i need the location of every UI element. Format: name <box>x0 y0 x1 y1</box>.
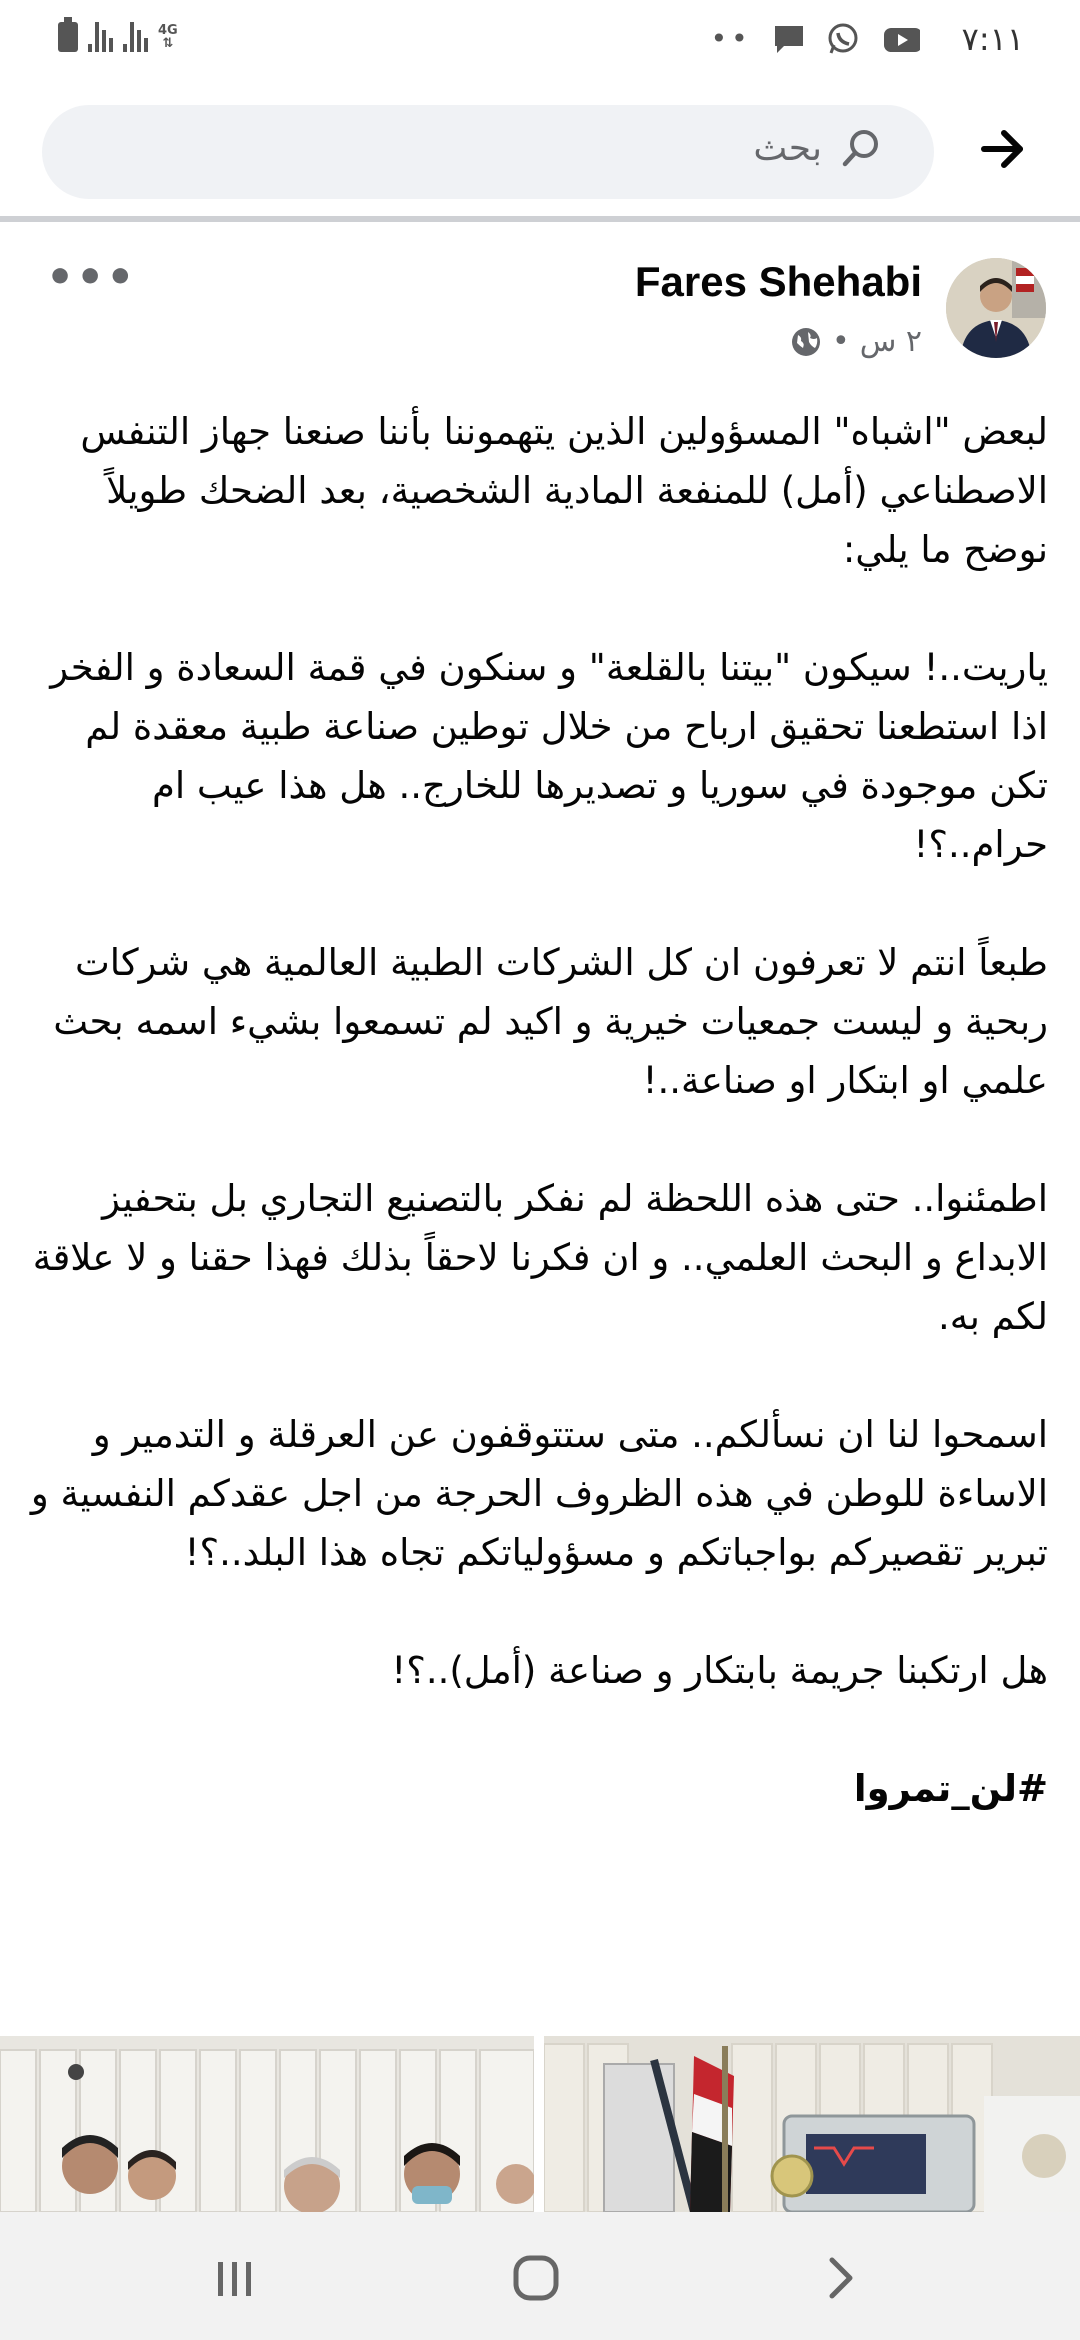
search-input[interactable] <box>42 105 934 199</box>
network-label: 4G <box>158 23 178 38</box>
post-paragraph-4: اطمئنوا.. حتى هذه اللحظة لم نفكر بالتصنيع التجاري بل بتحفيز الابداع و البحث العلمي.. و ان فكرنا لاحقاً بذلك فهذا حقنا و لا علاقة لكم به. <box>32 1177 1048 1338</box>
status-left <box>58 22 178 52</box>
signal-icon <box>88 22 113 52</box>
post-meta <box>790 324 922 359</box>
system-nav-bar <box>0 2212 1080 2340</box>
post-time[interactable]: ٢ س <box>859 324 922 359</box>
message-icon <box>772 22 806 56</box>
more-options-button[interactable]: ••• <box>46 252 137 303</box>
back-nav-icon[interactable] <box>810 2248 870 2308</box>
avatar[interactable] <box>946 258 1046 358</box>
photo-meeting-image <box>0 2036 534 2212</box>
meta-separator: • <box>832 324 850 359</box>
post-photos <box>0 2036 1080 2212</box>
post-paragraph-6: هل ارتكبنا جريمة بابتكار و صناعة (أمل)..؟! <box>391 1649 1048 1692</box>
photo-ventilator-image <box>544 2036 1080 2212</box>
post-paragraph-1: لبعض "اشباه" المسؤولين الذين يتهموننا بأننا صنعنا جهاز التنفس الاصطناعي (أمل) للمنفعة المادية الشخصية، بعد الضحك طويلاً نوضح ما يلي: <box>80 410 1048 571</box>
post-paragraph-3: طبعاً انتم لا تعرفون ان كل الشركات الطبية العالمية هي شركات ربحية و ليست جمعيات خيرية و اكيد لم تسمعوا بشيء اسمه بحث علمي او ابتكار او صناعة..! <box>53 941 1048 1102</box>
youtube-icon <box>880 22 920 56</box>
avatar-image <box>946 258 1046 358</box>
status-bar <box>0 0 1080 84</box>
search-placeholder: بحث <box>753 127 822 169</box>
post-paragraph-2: ياريت..! سيكون "بيتنا بالقلعة" و سنكون في قمة السعادة و الفخر اذا استطعنا تحقيق ارباح من خلال توطين صناعة طبية معقدة لم تكن موجودة في سوريا و تصديرها للخارج.. هل هذا عيب ام حرام..؟! <box>50 646 1048 866</box>
network-indicator: 4G ⇅ <box>158 23 178 51</box>
search-header <box>0 84 1080 222</box>
search-icon <box>840 127 882 169</box>
clock: ٧:١١ <box>961 20 1024 58</box>
home-icon[interactable] <box>506 2248 566 2308</box>
status-right <box>711 20 1024 58</box>
globe-icon <box>790 326 822 358</box>
whatsapp-icon <box>826 22 860 56</box>
battery-icon <box>58 22 78 52</box>
post-hashtag[interactable]: #لن_تمروا <box>853 1767 1048 1810</box>
search-inner <box>753 127 882 169</box>
recent-apps-icon[interactable] <box>204 2248 264 2308</box>
post-body <box>28 402 1048 1877</box>
overflow-notifications: •• <box>710 22 752 55</box>
post-author[interactable]: Fares Shehabi <box>634 258 922 305</box>
post-paragraph-5: اسمحوا لنا ان نسألكم.. متى ستتوقفون عن العرقلة و التدمير و الاساءة للوطن في هذه الظروف الحرجة من اجل عقدكم النفسية و تبرير تقصيركم بواجباتكم و مسؤولياتكم تجاه هذا البلد..؟! <box>30 1413 1048 1574</box>
signal-icon-2 <box>123 22 148 52</box>
back-arrow-icon[interactable] <box>978 124 1028 174</box>
post-photo-left[interactable] <box>0 2036 534 2212</box>
post-photo-right[interactable] <box>544 2036 1080 2212</box>
